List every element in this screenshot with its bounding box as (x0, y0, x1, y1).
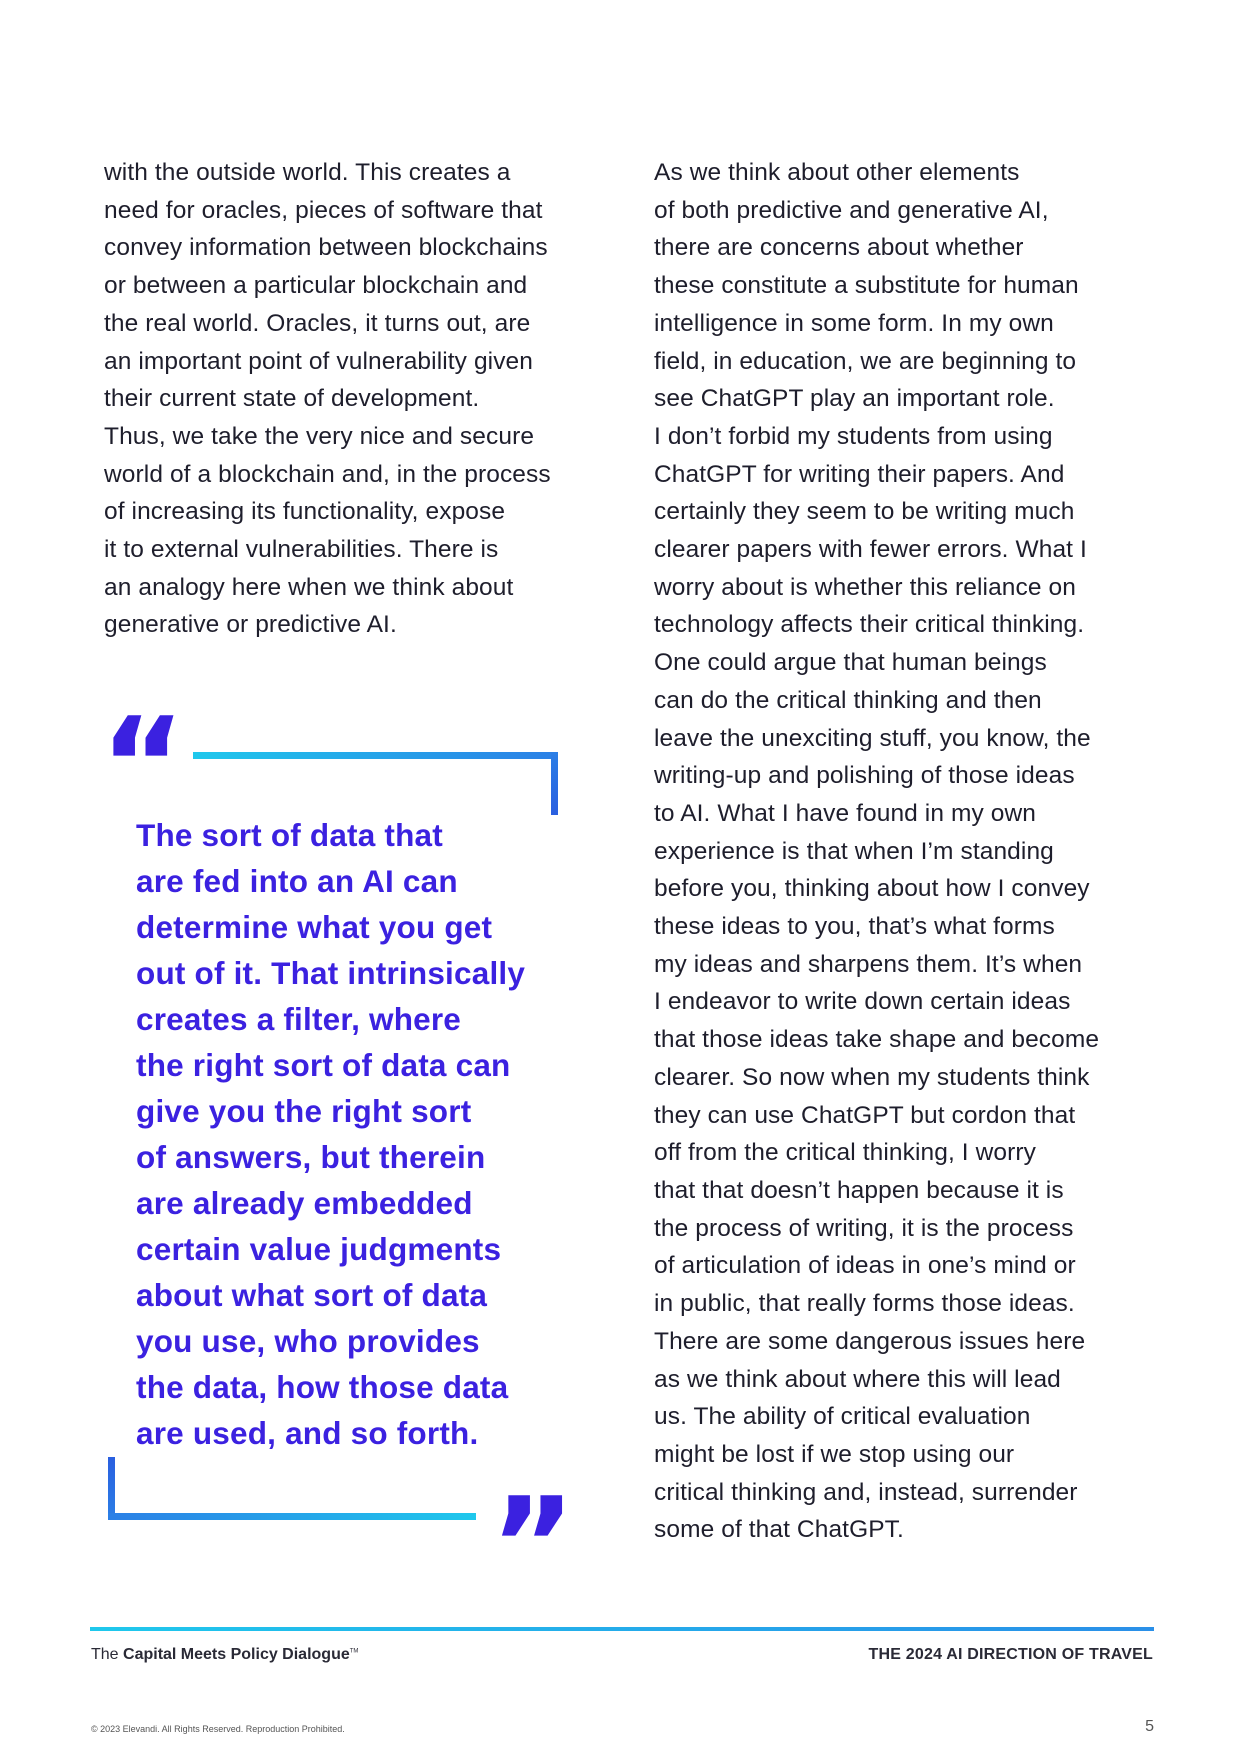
body-line: off from the critical thinking, I worry (654, 1139, 1036, 1167)
body-line: these constitute a substitute for human (654, 272, 1079, 300)
body-line: see ChatGPT play an important role. (654, 385, 1055, 413)
body-line: that that doesn’t happen because it is (654, 1176, 1064, 1204)
pull-quote-line: the data, how those data (136, 1369, 509, 1405)
body-line: before you, thinking about how I convey (654, 875, 1090, 903)
footer-brand-prefix: The (91, 1646, 124, 1663)
body-line: I endeavor to write down certain ideas (654, 988, 1071, 1016)
body-line: to AI. What I have found in my own (654, 799, 1036, 827)
body-line: might be lost if we stop using our (654, 1440, 1015, 1468)
body-line: worry about is whether this reliance on (654, 573, 1076, 601)
body-line: in public, that really forms those ideas. (654, 1290, 1075, 1318)
pull-quote-line: the right sort of data can (136, 1047, 511, 1083)
footer-brand-name: Capital Meets Policy Dialogue (123, 1646, 350, 1663)
body-line: critical thinking and, instead, surrender (654, 1478, 1078, 1506)
pull-quote-line: are already embedded (136, 1185, 473, 1221)
body-line: some of that ChatGPT. (654, 1516, 904, 1544)
body-line: ChatGPT for writing their papers. And (654, 460, 1065, 488)
quote-bracket-top (193, 752, 558, 759)
pull-quote (136, 812, 576, 1456)
body-line: can do the critical thinking and then (654, 686, 1042, 714)
body-line: they can use ChatGPT but cordon that (654, 1101, 1076, 1129)
close-quote-icon: ” (490, 1469, 576, 1621)
footer-rule (90, 1627, 1154, 1631)
body-line: I don’t forbid my students from using (654, 422, 1053, 450)
body-line: Thus, we take the very nice and secure (104, 422, 535, 450)
body-line: that those ideas take shape and become (654, 1026, 1100, 1054)
body-line: field, in education, we are beginning to (654, 347, 1077, 375)
pull-quote-line: The sort of data that (136, 817, 443, 853)
pull-quote-line: are used, and so forth. (136, 1415, 479, 1451)
body-line: of both predictive and generative AI, (654, 196, 1049, 224)
pull-quote-line: creates a filter, where (136, 1001, 462, 1037)
left-body-column (104, 154, 604, 644)
quote-bracket-top-right (551, 752, 558, 815)
pull-quote-line: of answers, but therein (136, 1139, 486, 1175)
open-quote-icon: “ (100, 689, 186, 841)
body-line: intelligence in some form. In my own (654, 309, 1054, 337)
pull-quote-line: determine what you get (136, 909, 493, 945)
body-line: my ideas and sharpens them. It’s when (654, 950, 1083, 978)
pull-quote-line: out of it. That intrinsically (136, 955, 526, 991)
body-line: an important point of vulnerability given (104, 347, 534, 375)
body-line: the real world. Oracles, it turns out, are (104, 309, 531, 337)
body-line: One could argue that human beings (654, 649, 1047, 677)
footer-brand (91, 1646, 358, 1664)
body-line: writing-up and polishing of those ideas (654, 762, 1075, 790)
body-line: There are some dangerous issues here (654, 1327, 1086, 1355)
body-line: certainly they seem to be writing much (654, 498, 1075, 526)
body-line: as we think about where this will lead (654, 1365, 1061, 1393)
body-line: these ideas to you, that’s what forms (654, 913, 1055, 941)
body-line: us. The ability of critical evaluation (654, 1403, 1031, 1431)
body-line: there are concerns about whether (654, 234, 1024, 262)
pull-quote-line: you use, who provides (136, 1323, 480, 1359)
body-line: an analogy here when we think about (104, 573, 514, 601)
pull-quote-line: certain value judgments (136, 1231, 502, 1267)
body-line: experience is that when I’m standing (654, 837, 1054, 865)
body-line: technology affects their critical thinking. (654, 611, 1085, 639)
body-line: As we think about other elements (654, 159, 1020, 186)
body-line: generative or predictive AI. (104, 611, 397, 639)
body-line: clearer papers with fewer errors. What I (654, 536, 1087, 564)
body-line: convey information between blockchains (104, 234, 548, 262)
body-line: it to external vulnerabilities. There is (104, 536, 499, 564)
right-body-column (654, 154, 1154, 1549)
body-line: of increasing its functionality, expose (104, 498, 506, 526)
body-line: the process of writing, it is the process (654, 1214, 1074, 1242)
body-line: with the outside world. This creates a (104, 159, 511, 186)
copyright-notice: © 2023 Elevandi. All Rights Reserved. Reproduction Prohibited. (91, 1724, 345, 1734)
footer-brand-tm: TM (349, 1648, 359, 1655)
pull-quote-line: are fed into an AI can (136, 863, 458, 899)
body-line: of articulation of ideas in one’s mind or (654, 1252, 1076, 1280)
body-line: world of a blockchain and, in the process (104, 460, 551, 488)
body-line: their current state of development. (104, 385, 480, 413)
pull-quote-line: about what sort of data (136, 1277, 488, 1313)
pull-quote-line: give you the right sort (136, 1093, 472, 1129)
body-line: need for oracles, pieces of software that (104, 196, 543, 224)
body-line: clearer. So now when my students think (654, 1063, 1090, 1091)
body-line: or between a particular blockchain and (104, 272, 528, 300)
quote-bracket-bottom-left (108, 1457, 115, 1520)
quote-bracket-bottom (108, 1513, 476, 1520)
body-line: leave the unexciting stuff, you know, the (654, 724, 1091, 752)
page-number: 5 (1145, 1718, 1154, 1735)
footer-report-title: THE 2024 AI DIRECTION OF TRAVEL (868, 1646, 1153, 1663)
